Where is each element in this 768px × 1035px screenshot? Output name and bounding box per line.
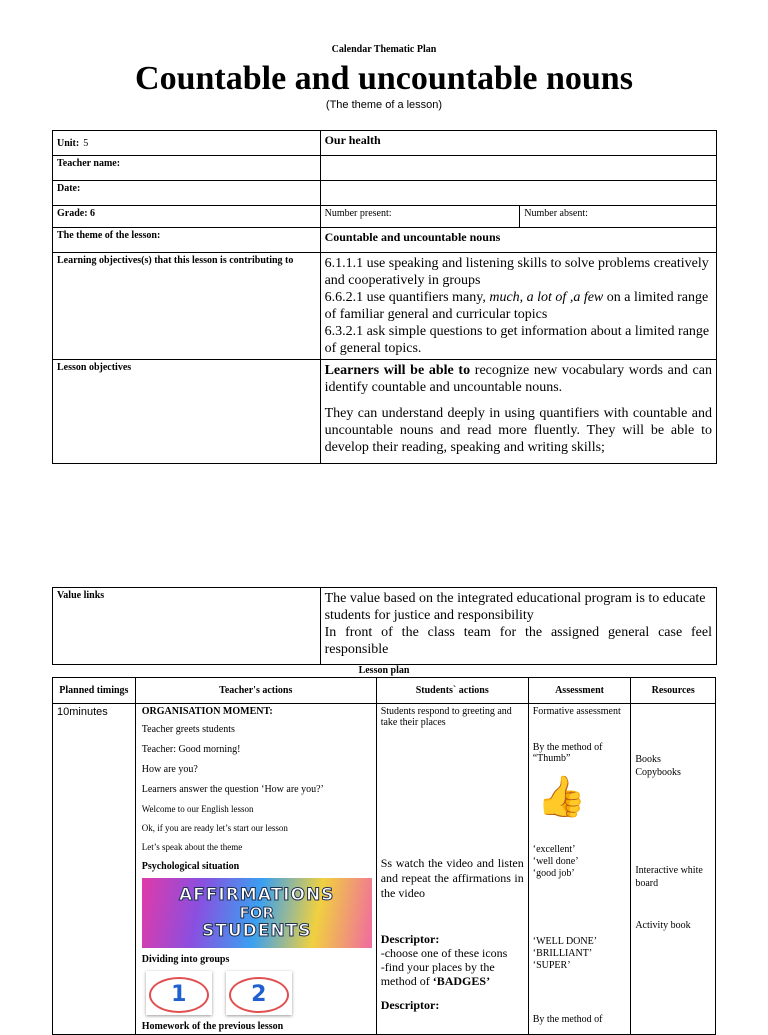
org-heading: ORGANISATION MOMENT: bbox=[141, 706, 273, 717]
value-line-2: In front of the class team for the assigned general case feel responsible bbox=[324, 625, 712, 657]
doc-small-title: Calendar Thematic Plan bbox=[331, 44, 437, 55]
teacher-line: Welcome to our English lesson bbox=[141, 804, 254, 814]
descriptor-line: -find your places by the method of bbox=[380, 960, 495, 988]
lo2-pre: 6.6.2.1 use quantifiers many, bbox=[324, 290, 490, 305]
number-absent: Number absent: bbox=[520, 206, 717, 228]
learning-label: Learning objectives(s) that this lesson is contributing to bbox=[53, 253, 321, 360]
learning-row bbox=[53, 253, 717, 360]
learning-objective-1: 6.1.1.1 use speaking and listening skills to solve problems creatively and cooperatively in groups bbox=[324, 256, 709, 288]
teacher-line: Let’s speak about the theme bbox=[141, 842, 243, 852]
badge-card-1 bbox=[146, 971, 212, 1015]
badges-text: ‘BADGES’ bbox=[432, 974, 491, 988]
banner-line: STUDENTS bbox=[202, 921, 312, 941]
value-links-text bbox=[320, 588, 716, 665]
students-respond: Students respond to greeting and take their places bbox=[380, 706, 512, 728]
theme-value: Countable and uncountable nouns bbox=[320, 228, 716, 253]
value-line-1: The value based on the integrated educational program is to educate students for justice and responsibility bbox=[324, 591, 706, 623]
objectives-bold: Learners will be able to bbox=[324, 363, 471, 378]
teacher-line: Teacher greets students bbox=[141, 724, 235, 735]
homework-heading: Homework of the previous lesson bbox=[141, 1021, 284, 1032]
header-assessment: Assessment bbox=[528, 678, 631, 704]
lesson-plan-header bbox=[53, 678, 716, 704]
lo2-italic: much, a lot of ,a few bbox=[489, 290, 604, 305]
teacher-actions-cell bbox=[135, 704, 376, 1035]
date-label: Date: bbox=[53, 181, 321, 206]
header-teacher: Teacher's actions bbox=[135, 678, 376, 704]
page-subtitle: (The theme of a lesson) bbox=[325, 99, 443, 111]
teacher-line: How are you? bbox=[141, 764, 198, 775]
objectives-row bbox=[53, 360, 717, 464]
descriptor-label: Descriptor: bbox=[380, 932, 440, 946]
psych-heading: Psychological situation bbox=[141, 861, 240, 872]
unit-row bbox=[53, 131, 717, 156]
caps-item: ‘SUPER’ bbox=[532, 960, 571, 971]
learning-objective-3: 6.3.2.1 ask simple questions to get information about a limited range of general topics. bbox=[324, 324, 710, 356]
descriptor-line: -choose one of these icons bbox=[380, 946, 508, 960]
info-table bbox=[52, 130, 717, 464]
value-links-label: Value links bbox=[53, 588, 321, 665]
value-links-table bbox=[52, 587, 717, 665]
objectives-rest: recognize new vocabulary words and can identify countable and uncountable nouns. bbox=[324, 363, 712, 395]
timing-cell: 10minutes bbox=[53, 704, 136, 1035]
thumbs-up-icon: 👍 bbox=[536, 774, 587, 819]
resource-books: Books bbox=[635, 754, 661, 765]
assessment-cell bbox=[528, 704, 631, 1035]
unit-value: 5 bbox=[83, 138, 89, 149]
lesson-plan-table bbox=[52, 677, 716, 1035]
lesson-objectives bbox=[320, 360, 716, 464]
resources-cell bbox=[631, 704, 716, 1035]
badge-two: 2 bbox=[229, 977, 289, 1013]
grade-label: Grade: 6 bbox=[53, 206, 321, 228]
caps-item: ‘WELL DONE’ bbox=[532, 936, 598, 947]
learning-objective-2 bbox=[325, 289, 712, 323]
theme-row bbox=[53, 228, 717, 253]
date-value bbox=[320, 181, 716, 206]
praise-list bbox=[533, 844, 627, 936]
objectives-p2: They can understand deeply in using quantifiers with countable and uncountable nouns and read more fluently. They will be able to develop their reading, speaking and writing skills; bbox=[324, 406, 712, 455]
page-title: Countable and uncountable nouns bbox=[135, 60, 633, 97]
praise-item: ‘good job’ bbox=[532, 868, 575, 879]
praise-item: ‘excellent’ bbox=[532, 844, 576, 855]
descriptor2-label: Descriptor: bbox=[380, 998, 440, 1012]
group-badges bbox=[142, 971, 372, 1021]
caps-item: ‘BRILLIANT’ bbox=[532, 948, 593, 959]
number-present: Number present: bbox=[320, 206, 520, 228]
objectives-p1 bbox=[325, 362, 712, 396]
method-text: By the method of bbox=[532, 1014, 603, 1025]
caps-praise-list bbox=[533, 936, 627, 1014]
badge-one: 1 bbox=[149, 977, 209, 1013]
banner-line: AFFIRMATIONS bbox=[179, 885, 335, 905]
theme-label: The theme of the lesson: bbox=[53, 228, 321, 253]
header-students: Students` actions bbox=[376, 678, 528, 704]
teacher-line: Learners answer the question ‘How are you?’ bbox=[141, 784, 324, 795]
students-descriptor bbox=[381, 932, 524, 998]
header-timings: Planned timings bbox=[53, 678, 136, 704]
praise-item: ‘well done’ bbox=[532, 856, 579, 867]
formative-assessment: Formative assessment bbox=[532, 706, 621, 717]
teacher-label: Teacher name: bbox=[53, 156, 321, 181]
resource-copybooks: Copybooks bbox=[635, 767, 681, 778]
teacher-row bbox=[53, 156, 717, 181]
badge-card-2 bbox=[226, 971, 292, 1015]
students-video: Ss watch the video and listen and repeat the affirmations in the video bbox=[380, 856, 524, 900]
teacher-value bbox=[320, 156, 716, 181]
teacher-line: Teacher: Good morning! bbox=[141, 744, 241, 755]
header-resources: Resources bbox=[631, 678, 716, 704]
teacher-line: Ok, if you are ready let’s start our lesson bbox=[141, 823, 288, 833]
lesson-plan-caption: Lesson plan bbox=[358, 665, 410, 676]
resource-activity-book: Activity book bbox=[635, 920, 691, 931]
learning-objectives bbox=[320, 253, 716, 360]
unit-label: Unit: bbox=[57, 138, 80, 149]
students-actions-cell bbox=[376, 704, 528, 1035]
dividing-heading: Dividing into groups bbox=[141, 954, 230, 965]
unit-name: Our health bbox=[320, 131, 716, 156]
thumb-method: By the method of “Thumb” bbox=[532, 742, 603, 764]
resource-board: Interactive white board bbox=[635, 865, 703, 889]
date-row bbox=[53, 181, 717, 206]
unit-cell bbox=[53, 131, 321, 156]
lo2-post: on a limited range of familiar general and curricular topics bbox=[324, 290, 709, 322]
affirmations-banner bbox=[142, 878, 372, 948]
objectives-label: Lesson objectives bbox=[53, 360, 321, 464]
resources-books bbox=[635, 706, 711, 816]
lesson-plan-row bbox=[53, 704, 716, 1035]
banner-line: FOR bbox=[239, 904, 274, 922]
grade-row bbox=[53, 206, 717, 228]
